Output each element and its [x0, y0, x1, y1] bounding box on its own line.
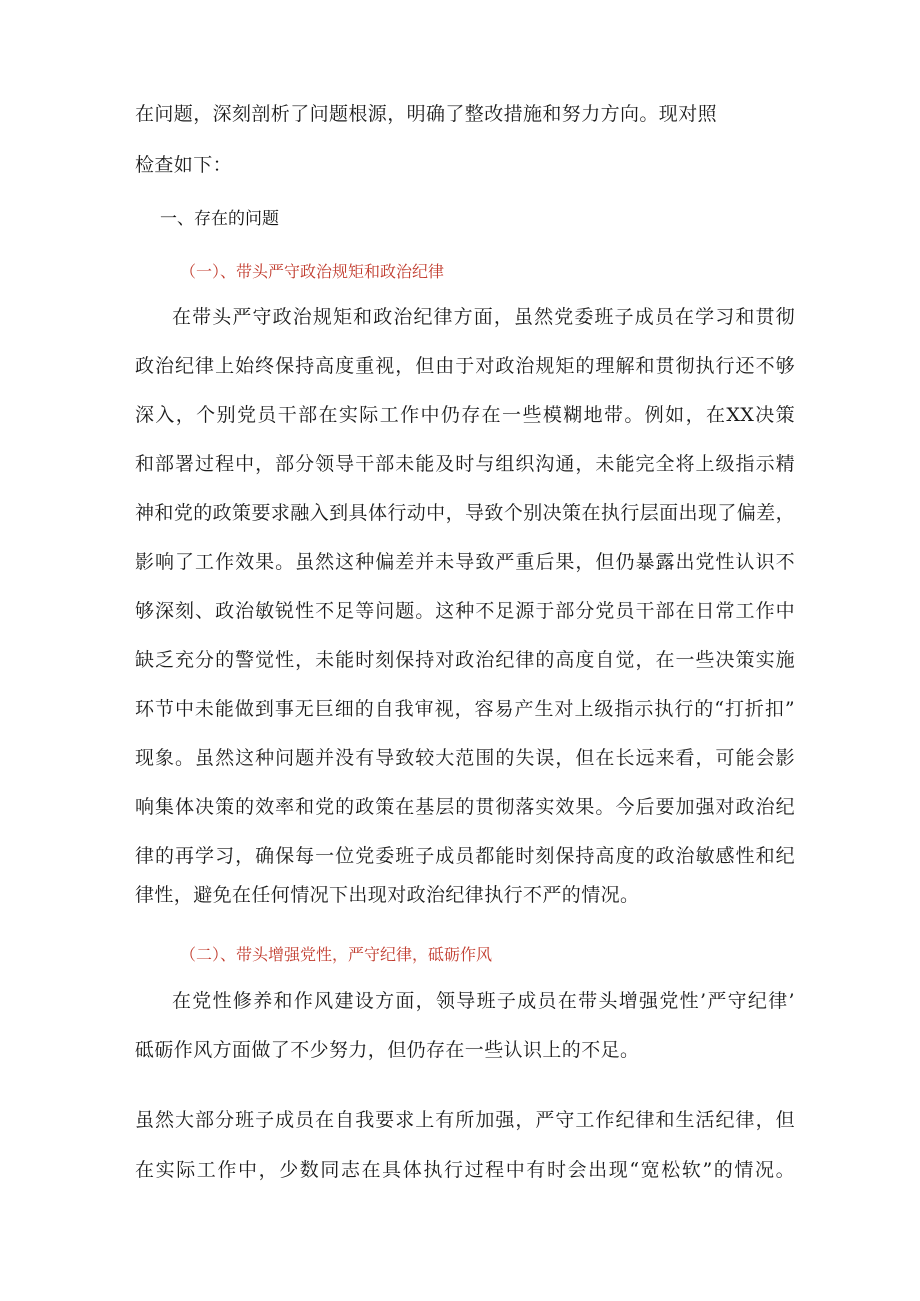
paragraph-line: 虽然大部分班子成员在自我要求上有所加强，严守工作纪律和生活纪律，但	[135, 1109, 795, 1131]
section-heading: 一、存在的问题	[160, 209, 279, 229]
paragraph-line: 深入，个别党员干部在实际工作中仍存在一些模糊地带。例如，在XX决策	[135, 404, 795, 426]
paragraph-line: 砥砺作风方面做了不少努力，但仍存在一些认识上的不足。	[135, 1039, 640, 1061]
paragraph-line: 在党性修养和作风建设方面，领导班子成员在带头增强党性’严守纪律’	[172, 990, 795, 1012]
paragraph-line: 响集体决策的效率和党的政策在基层的贯彻落实效果。今后要加强对政治纪	[135, 796, 795, 818]
paragraph-line: 够深刻、政治敏锐性不足等问题。这种不足源于部分党员干部在日常工作中	[135, 600, 795, 622]
paragraph-line: 影响了工作效果。虽然这种偏差并未导致严重后果，但仍暴露出党性认识不	[135, 551, 795, 573]
subsection-heading-1: （一）、带头严守政治规矩和政治纪律	[180, 262, 445, 281]
paragraph-line: 环节中未能做到事无巨细的自我审视，容易产生对上级指示执行的“打折扣”	[135, 698, 795, 720]
paragraph-line: 在实际工作中，少数同志在具体执行过程中有时会出现“宽松软”的情况。	[135, 1159, 795, 1181]
paragraph-line: 律的再学习，确保每一位党委班子成员都能时刻保持高度的政治敏感性和纪	[135, 845, 795, 867]
paragraph-line: 律性，避免在任何情况下出现对政治纪律执行不严的情况。	[135, 884, 640, 906]
paragraph-line: 和部署过程中，部分领导干部未能及时与组织沟通，未能完全将上级指示精	[135, 453, 795, 475]
paragraph-line: 政治纪律上始终保持高度重视，但由于对政治规矩的理解和贯彻执行还不够	[135, 355, 795, 377]
paragraph-line: 缺乏充分的警觉性，未能时刻保持对政治纪律的高度自觉，在一些决策实施	[135, 649, 795, 671]
intro-line-2: 检查如下：	[135, 154, 233, 176]
paragraph-line: 现象。虽然这种问题并没有导致较大范围的失误，但在长远来看，可能会影	[135, 747, 795, 769]
paragraph-line: 神和党的政策要求融入到具体行动中，导致个别决策在执行层面出现了偏差，	[135, 502, 795, 524]
subsection-heading-2: （二）、带头增强党性，严守纪律，砥砺作风	[180, 945, 493, 964]
paragraph-line: 在带头严守政治规矩和政治纪律方面，虽然党委班子成员在学习和贯彻	[172, 306, 795, 328]
intro-line-1: 在问题，深刻剖析了问题根源，明确了整改措施和努力方向。现对照	[135, 103, 718, 125]
